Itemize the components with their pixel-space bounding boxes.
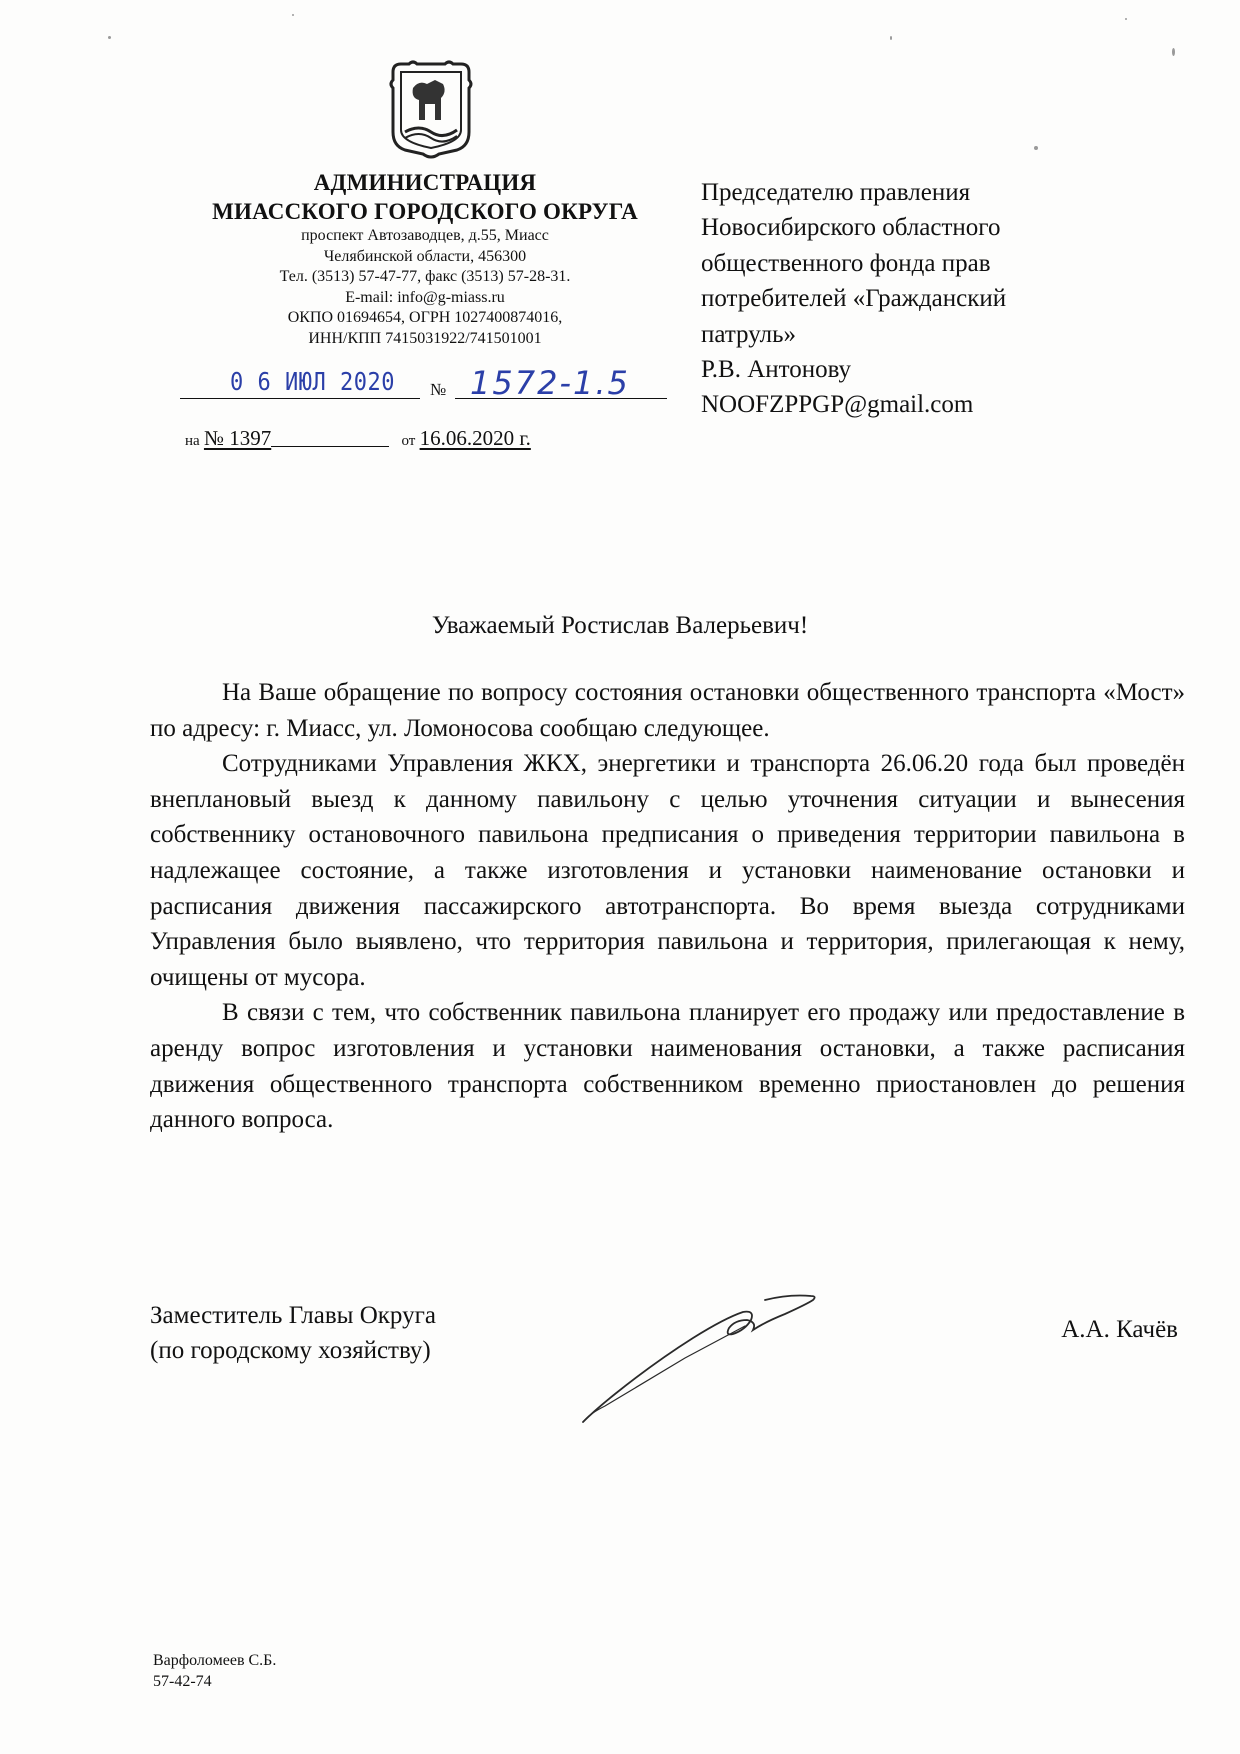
signatory-title-line1: Заместитель Главы Округа	[150, 1302, 436, 1329]
org-codes-line1: ОКПО 01694654, ОГРН 1027400874016,	[287, 309, 563, 326]
addressee-block	[701, 175, 1141, 423]
addressee-line: Председателю правления	[701, 179, 971, 206]
org-address-line1: проспект Автозаводцев, д.55, Миасс	[301, 227, 549, 244]
ref-date: 16.06.2020 г.	[419, 426, 531, 450]
addressee-line: патруль»	[701, 320, 797, 348]
executor-block	[153, 1650, 276, 1692]
handwritten-signature	[575, 1290, 825, 1430]
date-stamp: 0 6 ИЮЛ 2020	[230, 368, 395, 397]
ref-prefix: на	[185, 433, 200, 449]
scan-speck	[1172, 48, 1175, 56]
addressee-email: NOOFZPPGP@gmail.com	[701, 391, 974, 419]
org-email: E-mail: info@g-miass.ru	[345, 288, 505, 306]
number-label: №	[430, 380, 447, 399]
letter-body	[150, 675, 1185, 1138]
body-paragraph: На Ваше обращение по вопросу состояния остановки общественного транспорта «Мост» по адресу: г. Миасс, ул. Ломоносова сообщаю следующее.	[150, 679, 1185, 742]
date-underline	[180, 398, 420, 399]
addressee-line: общественного фонда прав	[701, 249, 991, 277]
addressee-line: Р.В. Антонову	[701, 356, 852, 384]
org-phone: Тел. (3513) 57-47-77, факс (3513) 57-28-31.	[279, 268, 571, 285]
body-paragraph: Сотрудниками Управления ЖКХ, энергетики и транспорта 26.06.20 года был проведён внеплановый выезд к данному павильону с целью уточнения ситуации и вынесения собственнику остановочного павильона предписания о приведения территории павильона в надлежащее состояние, а также изготовления и установки наименование остановки и расписания движения пассажирского автотранспорта. Во время выезда сотрудниками Управления было выявлено, что территория павильона и территория, прилегающая к нему, очищены от мусора.	[150, 750, 1185, 991]
org-name-line1: АДМИНИСТРАЦИЯ	[313, 170, 537, 195]
handwritten-number: 1572-1.5	[470, 364, 630, 402]
org-address-line2: Челябинской области, 456300	[323, 247, 527, 265]
scan-speck	[1125, 18, 1127, 20]
ref-number: № 1397	[203, 426, 272, 450]
addressee-line: потребителей «Гражданский	[701, 285, 1007, 313]
scan-speck	[292, 14, 294, 16]
ref-from-label: от	[401, 433, 416, 449]
executor-name: Варфоломеев С.Б.	[153, 1652, 277, 1669]
signatory-title-line2: (по городскому хозяйству)	[150, 1337, 431, 1364]
addressee-line: Новосибирского областного	[701, 214, 1001, 242]
body-paragraph: В связи с тем, что собственник павильона планирует его продажу или предоставление в аренду вопрос изготовления и установки наименования остановки, а также расписания движения общественного транспорта собственником временно приостановлен до решения данного вопроса.	[150, 999, 1185, 1134]
scan-speck	[890, 36, 892, 40]
salutation: Уважаемый Ростислав Валерьевич!	[431, 612, 809, 639]
letterhead	[160, 168, 690, 349]
coat-of-arms-emblem	[385, 58, 477, 162]
signatory-title	[150, 1298, 436, 1368]
signatory-name: А.А. Качёв	[1061, 1316, 1178, 1343]
scan-speck	[1034, 146, 1038, 150]
ref-number-underline	[271, 446, 389, 447]
registration-row	[180, 364, 670, 402]
executor-phone: 57-42-74	[153, 1673, 212, 1690]
org-name-line2: МИАССКОГО ГОРОДСКОГО ОКРУГА	[212, 199, 638, 224]
scan-speck	[108, 36, 111, 39]
org-codes-line2: ИНН/КПП 7415031922/741501001	[308, 329, 542, 347]
reference-row	[185, 426, 605, 452]
